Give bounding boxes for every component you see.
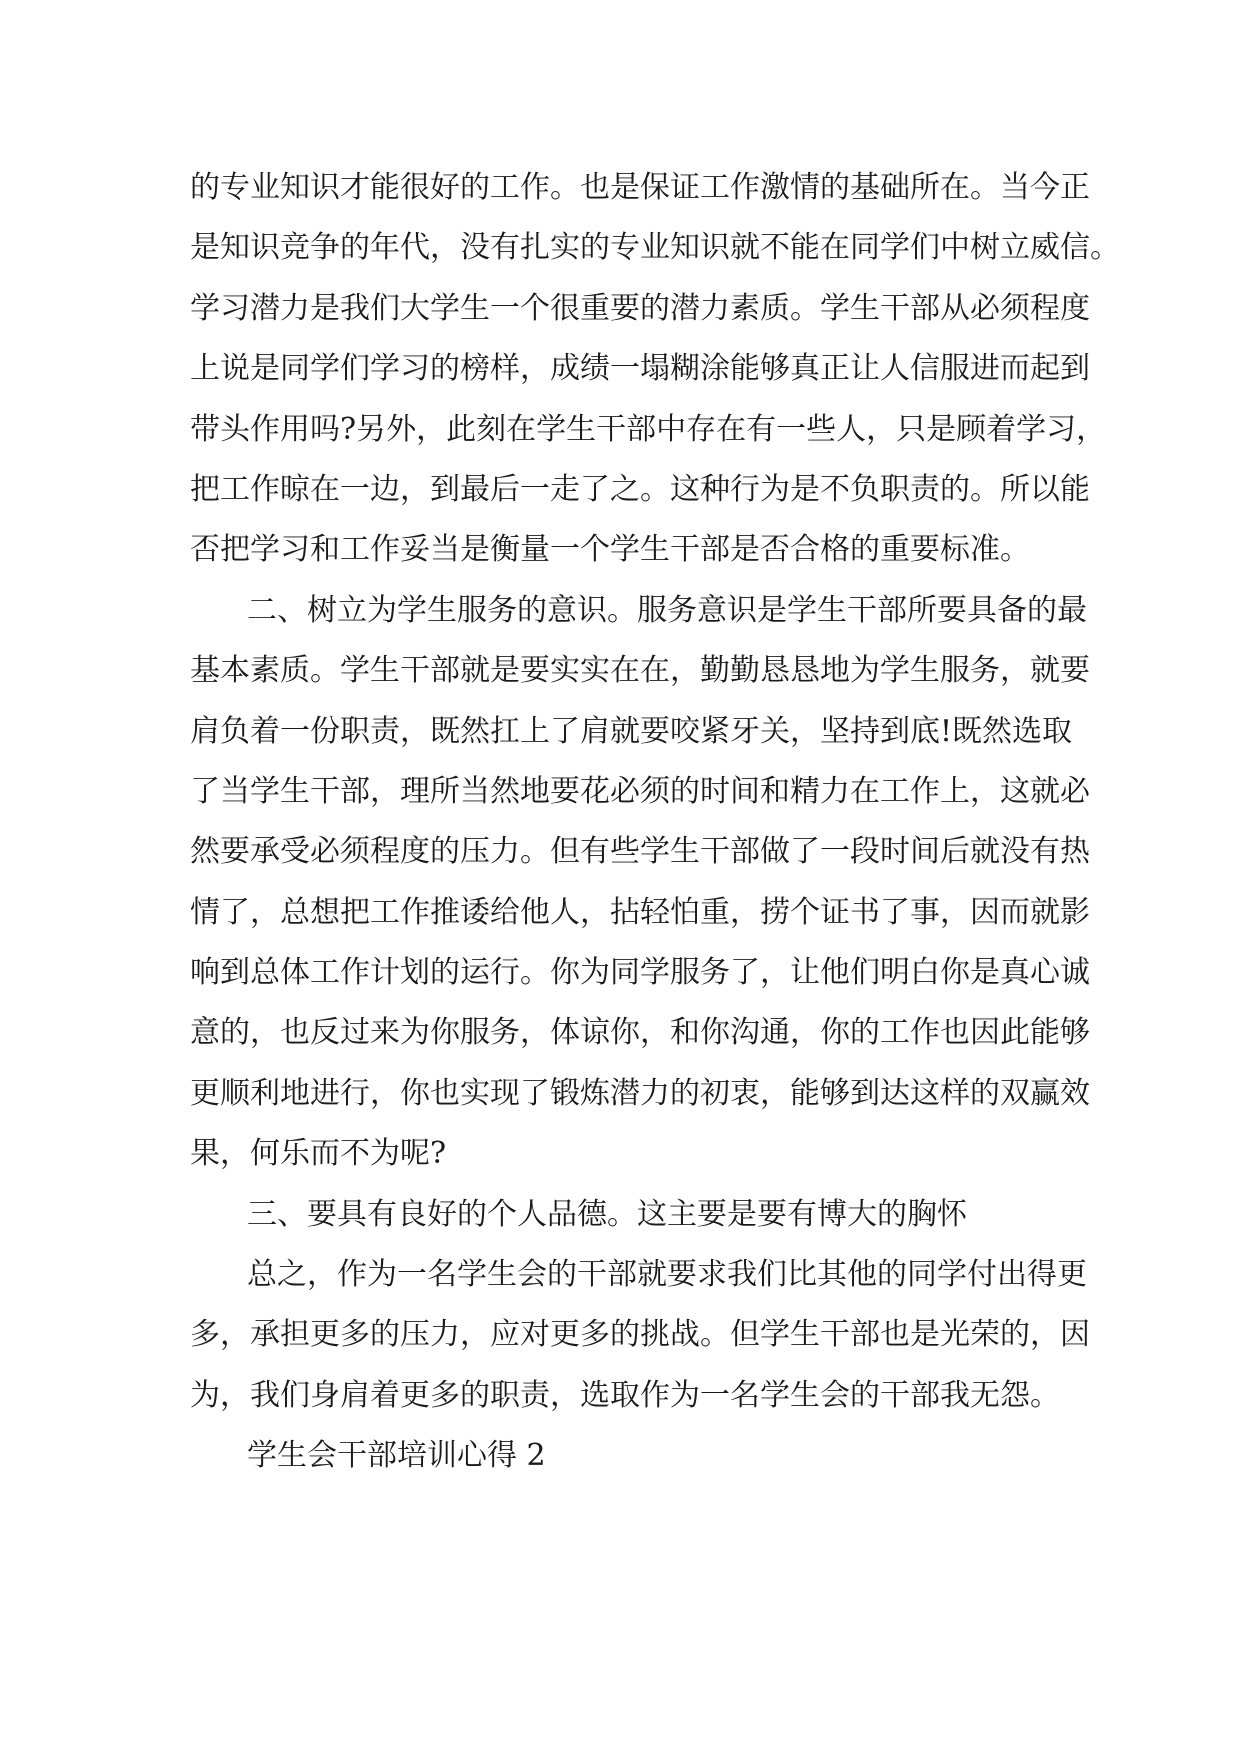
text-line: 总之，作为一名学生会的干部就要求我们比其他的同学付出得更	[247, 1257, 1087, 1293]
text-line: 意的，也反过来为你服务，体谅你，和你沟通，你的工作也因此能够	[190, 1015, 1090, 1051]
text-line: 了当学生干部，理所当然地要花必须的时间和精力在工作上，这就必	[190, 773, 1090, 809]
body-text	[190, 158, 1120, 1487]
text-line: 把工作晾在一边，到最后一走了之。这种行为是不负职责的。所以能	[190, 471, 1090, 507]
text-line: 基本素质。学生干部就是要实实在在，勤勤恳恳地为学生服务，就要	[190, 653, 1090, 689]
text-line: 情了，总想把工作推诿给他人，拈轻怕重，捞个证书了事，因而就影	[190, 894, 1090, 930]
text-line: 肩负着一份职责，既然扛上了肩就要咬紧牙关，坚持到底!既然选取	[190, 713, 1073, 749]
text-line: 响到总体工作计划的运行。你为同学服务了，让他们明白你是真心诚	[190, 955, 1090, 991]
text-line: 果，何乐而不为呢?	[190, 1136, 447, 1172]
text-line: 为，我们身肩着更多的职责，选取作为一名学生会的干部我无怨。	[190, 1377, 1060, 1413]
text-line: 多，承担更多的压力，应对更多的挑战。但学生干部也是光荣的，因	[190, 1317, 1090, 1353]
text-line: 的专业知识才能很好的工作。也是保证工作激情的基础所在。当今正	[190, 170, 1090, 205]
subtitle-line: 学生会干部培训心得 2	[247, 1438, 546, 1474]
text-line: 更顺利地进行，你也实现了锻炼潜力的初衷，能够到达这样的双赢效	[190, 1075, 1090, 1111]
text-line: 上说是同学们学习的榜样，成绩一塌糊涂能够真正让人信服进而起到	[190, 351, 1090, 387]
section-heading-line: 三、要具有良好的个人品德。这主要是要有博大的胸怀	[247, 1196, 967, 1232]
text-line: 否把学习和工作妥当是衡量一个学生干部是否合格的重要标准。	[190, 532, 1030, 568]
text-line: 学习潜力是我们大学生一个很重要的潜力素质。学生干部从必须程度	[190, 290, 1090, 326]
text-line: 是知识竞争的年代，没有扎实的专业知识就不能在同学们中树立威信。	[190, 230, 1120, 266]
text-line: 带头作用吗?另外，此刻在学生干部中存在有一些人，只是顾着学习，	[190, 411, 1107, 447]
text-line: 然要承受必须程度的压力。但有些学生干部做了一段时间后就没有热	[190, 834, 1090, 870]
section-heading-line: 二、树立为学生服务的意识。服务意识是学生干部所要具备的最	[247, 592, 1087, 628]
